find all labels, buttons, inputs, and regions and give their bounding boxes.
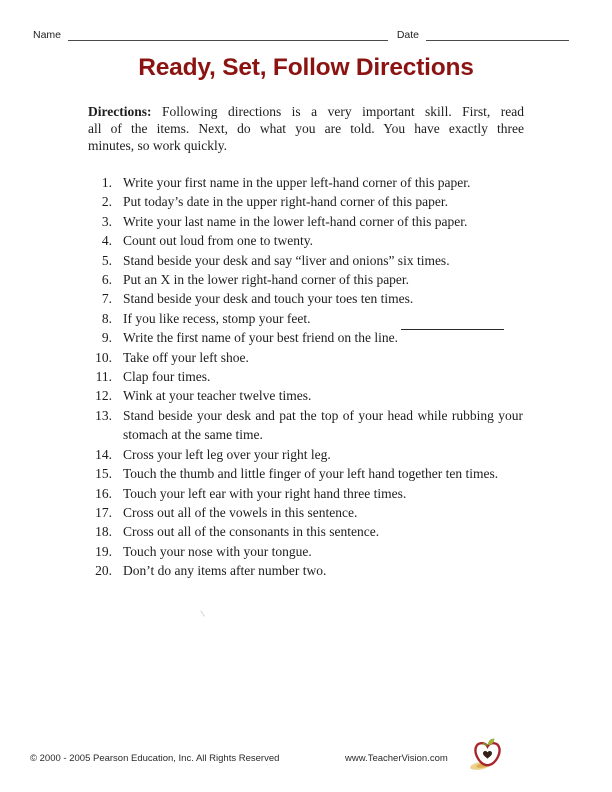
website-text: www.TeacherVision.com xyxy=(345,753,448,764)
list-item xyxy=(76,309,536,328)
list-item-text: Cross your left leg over your right leg. xyxy=(123,446,331,462)
list-item-text: Stand beside your desk and pat the top of your head while rubbing your stomach at the same time. xyxy=(123,407,523,443)
directions-label: Directions: xyxy=(88,104,152,119)
page-title: Ready, Set, Follow Directions xyxy=(138,54,474,81)
list-item-text: Put today’s date in the upper right-hand corner of this paper. xyxy=(123,194,449,210)
list-item-text: Take off your left shoe. xyxy=(123,349,249,365)
list-item-text: Don’t do any items after number two. xyxy=(123,563,327,579)
list-item xyxy=(76,251,536,270)
list-item-number: 2. xyxy=(101,194,112,210)
list-item-text: If you like recess, stomp your feet. xyxy=(123,310,311,326)
list-item-number: 3. xyxy=(101,213,112,229)
list-item-text: Cross out all of the vowels in this sentence. xyxy=(123,504,358,520)
list-item-number: 4. xyxy=(101,233,112,249)
list-item-number: 12. xyxy=(95,388,112,404)
write-in-blank xyxy=(401,328,504,330)
list-item xyxy=(76,484,536,503)
list-item-number: 1. xyxy=(101,175,112,190)
list-item xyxy=(76,445,536,464)
list-item-number: 16. xyxy=(95,485,112,501)
directions-line: all of the items. Next, do what you are told. You have exactly three xyxy=(88,120,524,136)
list-item-number: 7. xyxy=(101,291,112,307)
list-item-number: 15. xyxy=(95,466,112,482)
list-item xyxy=(76,212,536,231)
list-item xyxy=(76,328,536,347)
list-item-text: Write your first name in the upper left-hand corner of this paper. xyxy=(123,175,471,190)
list-item xyxy=(76,522,536,541)
list-item-text: Clap four times. xyxy=(123,369,211,385)
list-item-number: 17. xyxy=(95,504,112,520)
list-item-text: Write your last name in the lower left-hand corner of this paper. xyxy=(123,213,468,229)
directions-list xyxy=(76,173,536,581)
list-item-text: Stand beside your desk and touch your toes ten times. xyxy=(123,291,414,307)
list-item xyxy=(76,348,536,367)
list-item-number: 6. xyxy=(101,272,112,288)
list-item-text: Cross out all of the consonants in this sentence. xyxy=(123,524,380,540)
list-item-number: 8. xyxy=(101,310,112,326)
list-item xyxy=(76,561,536,580)
list-item xyxy=(76,406,536,445)
list-item-text: Write the first name of your best friend on the line. xyxy=(123,330,398,346)
list-item-number: 10. xyxy=(95,349,112,365)
list-item-number: 9. xyxy=(101,330,112,346)
list-item-number: 13. xyxy=(95,407,112,423)
list-item xyxy=(76,173,536,192)
list-item-text: Touch your nose with your tongue. xyxy=(123,543,312,559)
list-item xyxy=(76,192,536,211)
directions-paragraph xyxy=(88,104,524,154)
list-item-number: 20. xyxy=(95,563,112,579)
list-item xyxy=(76,464,536,483)
directions-text: Following directions is a very important skill. First, read xyxy=(161,104,525,119)
list-item xyxy=(76,367,536,386)
name-label: Name xyxy=(33,29,62,41)
header-row xyxy=(33,28,569,41)
list-item xyxy=(76,386,536,405)
directions-line xyxy=(88,104,524,121)
date-write-line xyxy=(426,28,569,41)
copyright-text: © 2000 - 2005 Pearson Education, Inc. All Rights Reserved xyxy=(30,753,280,764)
list-item xyxy=(76,270,536,289)
list-item-number: 14. xyxy=(95,446,112,462)
list-item xyxy=(76,289,536,308)
list-item-number: 5. xyxy=(101,252,112,268)
list-item xyxy=(76,231,536,250)
list-item xyxy=(76,542,536,561)
list-item-text: Put an X in the lower right-hand corner of this paper. xyxy=(123,272,410,288)
list-item-text: Touch the thumb and little finger of your left hand together ten times. xyxy=(123,466,499,482)
list-item-number: 11. xyxy=(95,369,112,385)
list-item-text: Wink at your teacher twelve times. xyxy=(123,388,312,404)
scan-artifact xyxy=(200,610,205,617)
list-item-text: Stand beside your desk and say “liver and onions” six times. xyxy=(123,252,450,268)
date-label: Date xyxy=(396,29,419,41)
list-item-text: Touch your left ear with your right hand three times. xyxy=(123,485,407,501)
list-item-number: 19. xyxy=(95,543,112,559)
list-item-text: Count out loud from one to twenty. xyxy=(123,233,313,249)
directions-line: minutes, so work quickly. xyxy=(88,137,227,153)
list-item xyxy=(76,503,536,522)
name-write-line xyxy=(68,28,388,41)
list-item-number: 18. xyxy=(95,524,112,540)
teachervision-apple-logo xyxy=(469,736,506,773)
